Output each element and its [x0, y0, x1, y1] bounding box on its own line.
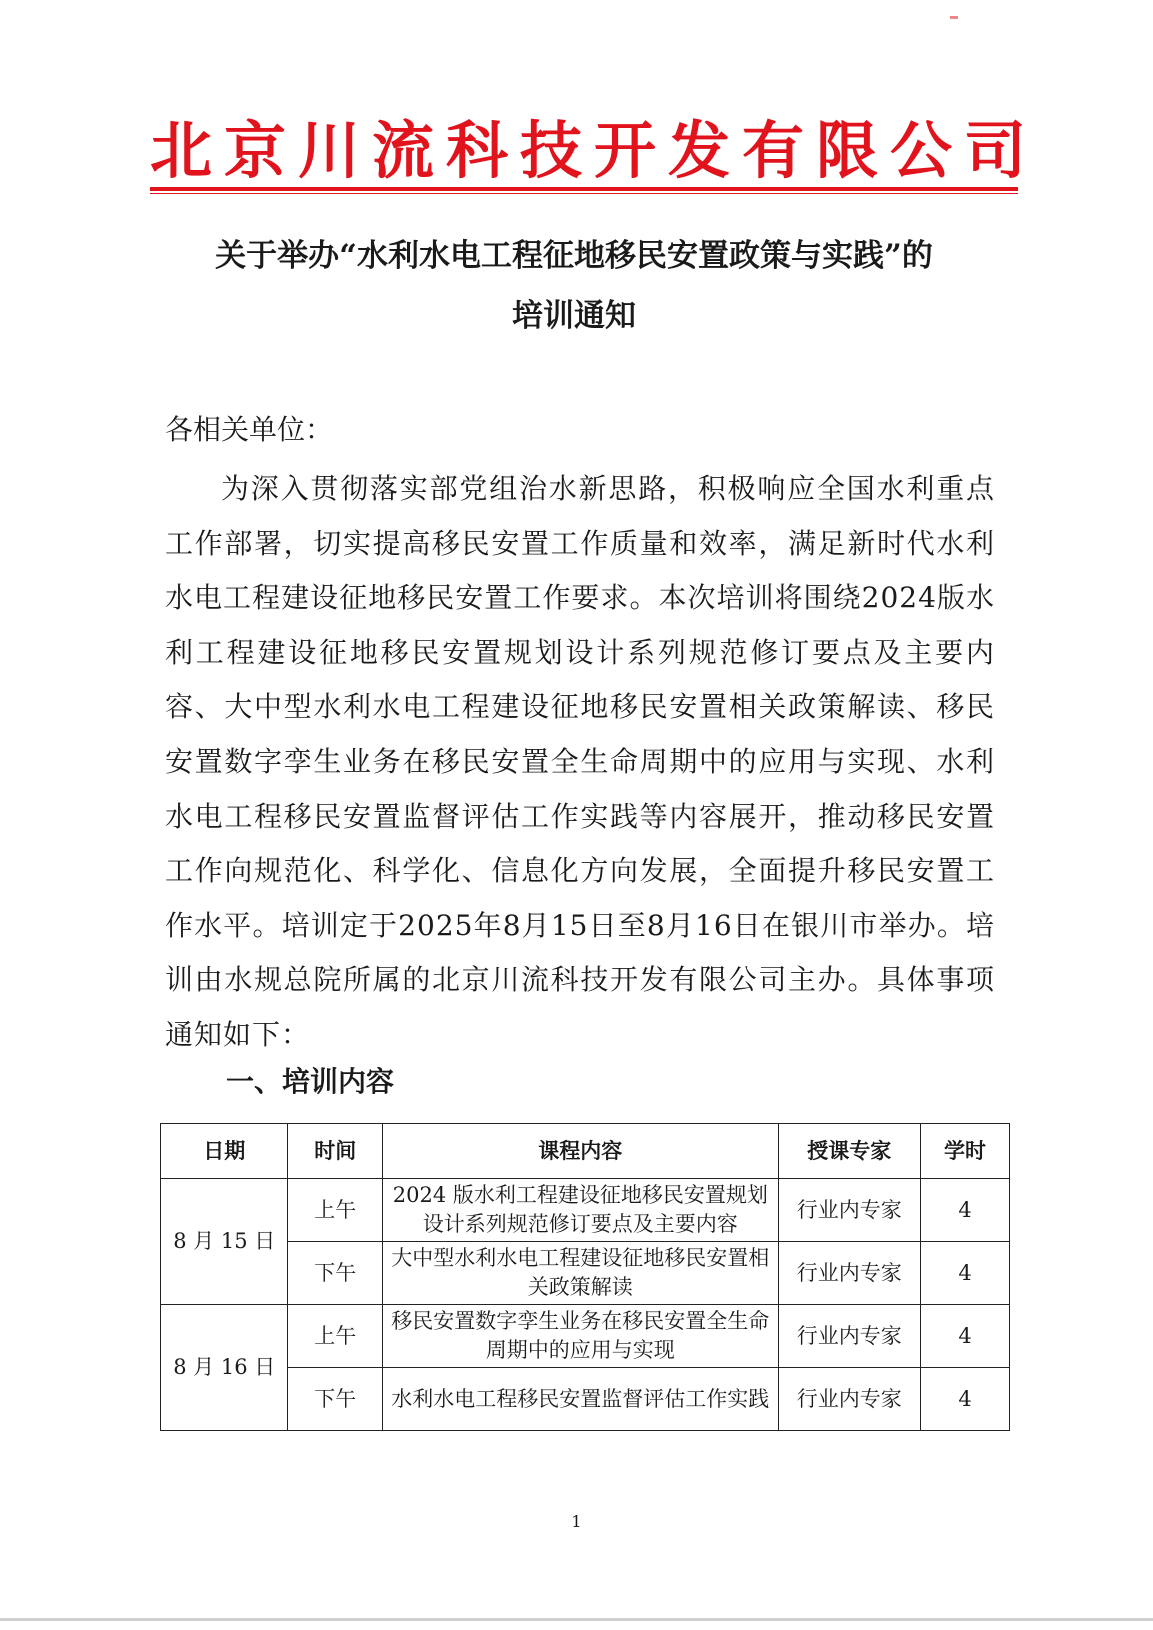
cell-hours: 4: [921, 1242, 1010, 1305]
cell-course: 2024 版水利工程建设征地移民安置规划设计系列规范修订要点及主要内容: [383, 1179, 778, 1242]
cell-teacher: 行业内专家: [778, 1368, 921, 1431]
letterhead-rule-thin: [150, 193, 1018, 194]
notice-title-line1: 关于举办“水利水电工程征地移民安置政策与实践”的: [215, 238, 933, 274]
cell-time: 下午: [288, 1242, 383, 1305]
scan-bottom-edge: [0, 1618, 1153, 1621]
page-number: 1: [571, 1512, 582, 1531]
table-row: [161, 1179, 1010, 1242]
cell-date: 8 月 15 日: [161, 1179, 288, 1305]
letterhead-company-name: 北京川流科技开发有限公司: [150, 114, 1039, 187]
cell-hours: 4: [921, 1305, 1010, 1368]
training-schedule-table: [160, 1123, 1010, 1431]
cell-hours: 4: [921, 1368, 1010, 1431]
cell-hours: 4: [921, 1179, 1010, 1242]
header-teacher: 授课专家: [778, 1124, 921, 1179]
cell-course: 大中型水利水电工程建设征地移民安置相关政策解读: [383, 1242, 778, 1305]
table-header-row: [161, 1124, 1010, 1179]
table-row: [161, 1305, 1010, 1368]
header-date: 日期: [161, 1124, 288, 1179]
cell-teacher: 行业内专家: [778, 1242, 921, 1305]
cell-date: 8 月 16 日: [161, 1305, 288, 1431]
cell-course: 移民安置数字孪生业务在移民安置全生命周期中的应用与实现: [383, 1305, 778, 1368]
section-heading-training-content: 一、培训内容: [226, 1065, 395, 1098]
notice-title-line2: 培训通知: [512, 298, 636, 334]
cell-teacher: 行业内专家: [778, 1305, 921, 1368]
table-row: [161, 1242, 1010, 1305]
header-hours: 学时: [921, 1124, 1010, 1179]
header-course: 课程内容: [383, 1124, 778, 1179]
notice-title: [140, 226, 1008, 346]
scan-mark: [950, 16, 958, 19]
cell-time: 上午: [288, 1179, 383, 1242]
cell-teacher: 行业内专家: [778, 1179, 921, 1242]
cell-time: 上午: [288, 1305, 383, 1368]
letterhead-rule-thick: [150, 187, 1018, 191]
table-row: [161, 1368, 1010, 1431]
cell-course: 水利水电工程移民安置监督评估工作实践: [383, 1368, 778, 1431]
cell-time: 下午: [288, 1368, 383, 1431]
header-time: 时间: [288, 1124, 383, 1179]
salutation: 各相关单位：: [165, 413, 334, 446]
body-paragraph: 为深入贯彻落实部党组治水新思路，积极响应全国水利重点工作部署，切实提高移民安置工作质量和效率，满足新时代水利水电工程建设征地移民安置工作要求。本次培训将围绕2024版水利工程建设征地移民安置规划设计系列规范修订要点及主要内容、大中型水利水电工程建设征地移民安置相关政策解读、移民安置数字孪生业务在移民安置全生命周期中的应用与实现、水利水电工程移民安置监督评估工作实践等内容展开，推动移民安置工作向规范化、科学化、信息化方向发展，全面提升移民安置工作水平。培训定于2025年8月15日至8月16日在银川市举办。培训由水规总院所属的北京川流科技开发有限公司主办。具体事项通知如下：: [165, 472, 995, 1051]
